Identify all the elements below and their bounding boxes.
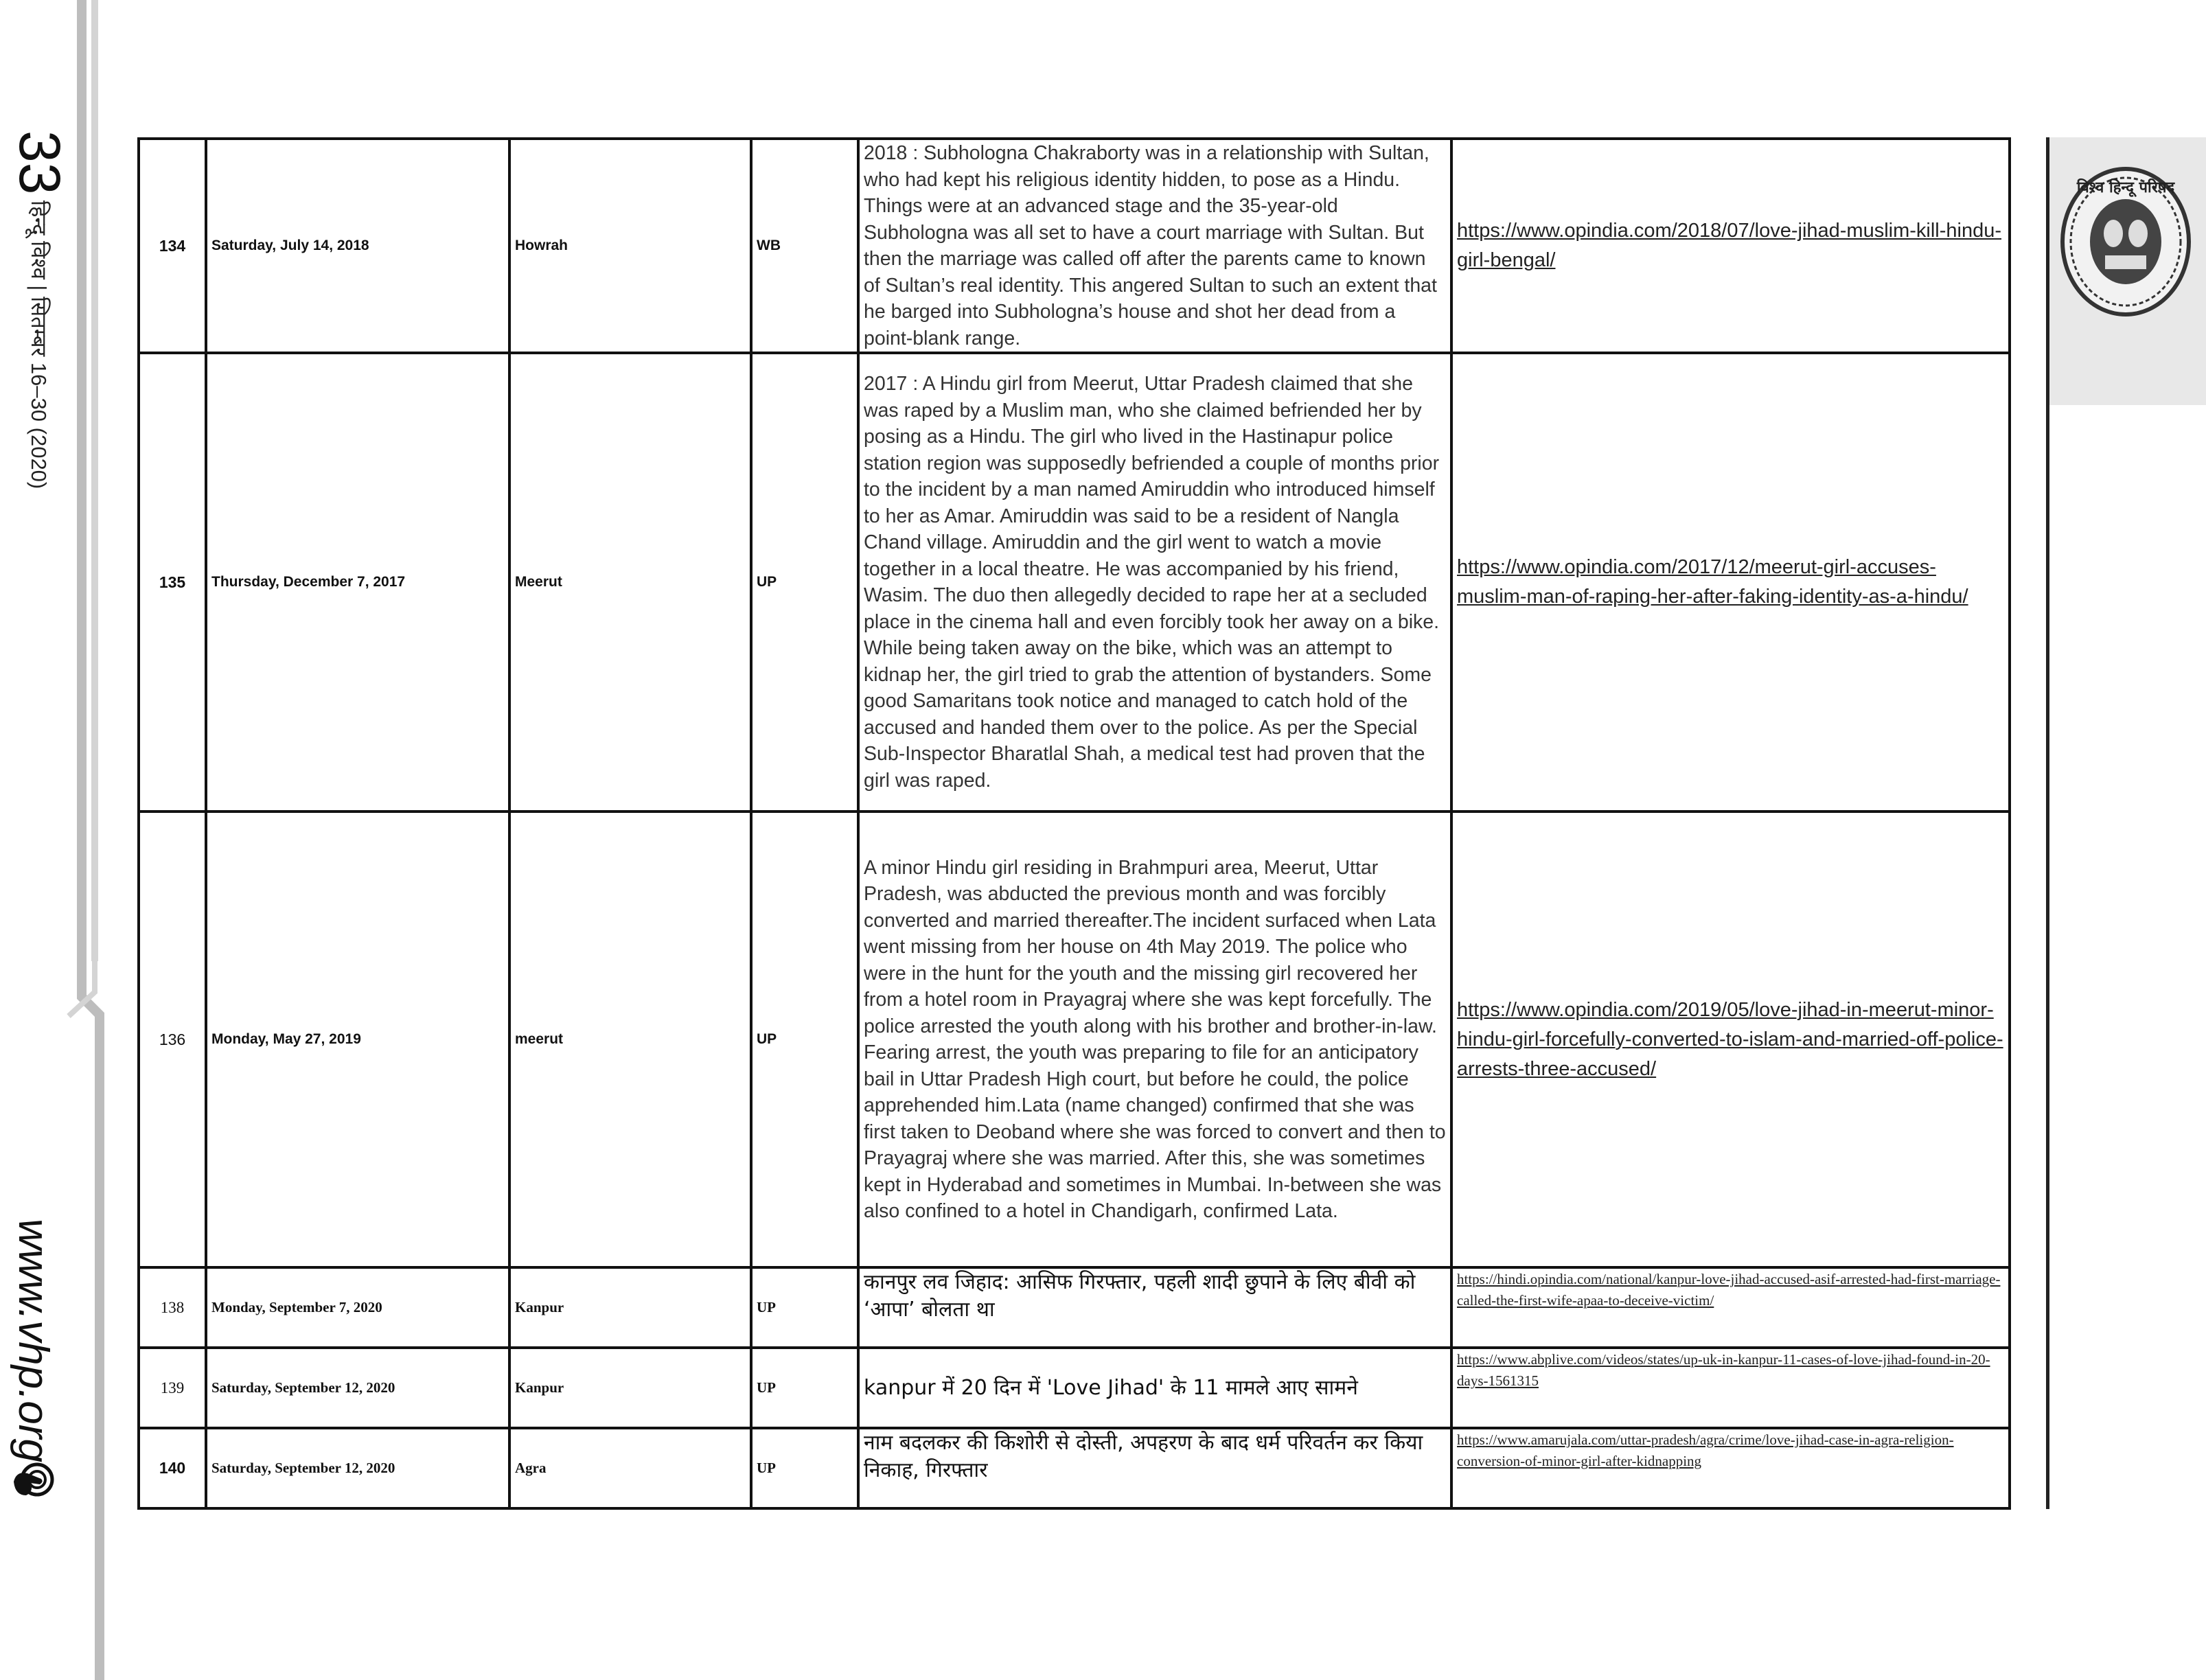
row-source-link[interactable]: https://hindi.opindia.com/national/kanpur-love-jihad-accused-asif-arrested-had-first-marriage-called-the-first-wife-apaa-to-deceive-victim/: [1457, 1271, 2001, 1309]
row-place: Meerut: [509, 353, 751, 812]
row-date: Saturday, September 12, 2020: [206, 1348, 509, 1428]
vhp-seal-logo: [2057, 165, 2194, 323]
row-date: Monday, May 27, 2019: [206, 812, 509, 1267]
row-number: 139: [139, 1348, 206, 1428]
row-place: meerut: [509, 812, 751, 1267]
row-description: नाम बदलकर की किशोरी से दोस्ती, अपहरण के बाद धर्म परिवर्तन कर किया निकाह, गिरफ्तार: [858, 1428, 1451, 1508]
row-source-link[interactable]: https://www.amarujala.com/uttar-pradesh/agra/crime/love-jihad-case-in-agra-religion-conversion-of-minor-girl-after-kidnapping: [1457, 1431, 1954, 1469]
row-place: Agra: [509, 1428, 751, 1508]
row-source-link[interactable]: https://www.abplive.com/videos/states/up-uk-in-kanpur-11-cases-of-love-jihad-found-in-20-days-1561315: [1457, 1351, 1990, 1389]
row-source-cell: [1451, 353, 2010, 812]
row-description: 2017 : A Hindu girl from Meerut, Uttar Pradesh claimed that she was raped by a Muslim man, who she claimed befriended her by posing as a Hindu. The girl who lived in the Hastinapur police station region was supposedly befriended a couple of months prior to the incident by a man named Amiruddin who introduced himself to her as Amar. Amiruddin was said to be a resident of Nangla Chand village. Amiruddin and the girl went to watch a movie together in a local theatre. He was accompanied by his friend, Wasim. The duo then allegedly decided to rape her at a secluded place in the cinema hall and even forcibly took her away on a bike. While being taken away on the bike, which was an attempt to kidnap her, the girl tried to grab the attention of bystanders. Some good Samaritans took notice and managed to catch hold of the accused and handed them over to the police. As per the Special Sub-Inspector Bharatlal Shah, a medical test had proven that the girl was raped.: [858, 353, 1451, 812]
row-source-link[interactable]: https://www.opindia.com/2019/05/love-jihad-in-meerut-minor-hindu-girl-forcefully-converted-to-islam-and-married-off-police-arrests-three-accused/: [1457, 998, 2003, 1080]
row-source-cell: [1451, 1428, 2010, 1508]
row-place: Kanpur: [509, 1348, 751, 1428]
row-number: 134: [139, 139, 206, 353]
row-source-cell: [1451, 139, 2010, 353]
table-row: [139, 353, 2010, 812]
row-number: 136: [139, 812, 206, 1267]
website-link[interactable]: www.vhp.org: [10, 1219, 57, 1462]
right-divider-line: [2046, 137, 2049, 1509]
row-number: 135: [139, 353, 206, 812]
row-place: Kanpur: [509, 1267, 751, 1348]
issue-label: हिन्दू विश्व | सितम्बर 16–30 (2020): [27, 200, 51, 490]
row-state: UP: [751, 353, 858, 812]
row-place: Howrah: [509, 139, 751, 353]
row-date: Thursday, December 7, 2017: [206, 353, 509, 812]
row-source-cell: [1451, 1348, 2010, 1428]
row-source-cell: [1451, 812, 2010, 1267]
row-number: 140: [139, 1428, 206, 1508]
row-number: 138: [139, 1267, 206, 1348]
row-description: A minor Hindu girl residing in Brahmpuri area, Meerut, Uttar Pradesh, was abducted the previous month and was forcibly converted and married thereafter.The incident surfaced when Lata went missing from her house on 4th May 2019. The police who were in the hunt for the youth and the missing girl recovered her from a hotel room in Prayagraj where she was kept forcefully. The police arrested the youth along with his brother and brother-in-law. Fearing arrest, the youth was preparing to file for an anticipatory bail in Uttar Pradesh High court, but before he could, the police apprehended him.Lata (name changed) confirmed that she was first taken to Deoband where she was forced to convert and then to Prayagraj where she was married. After this, she was sometimes kept in Hyderabad and sometimes in Mumbai. In-between she was also confined to a hotel in Chandigarh, confirmed Lata.: [858, 812, 1451, 1267]
table-row: [139, 812, 2010, 1267]
row-state: UP: [751, 1267, 858, 1348]
row-description: kanpur में 20 दिन में 'Love Jihad' के 11 मामले आए सामने: [858, 1348, 1451, 1428]
page-number: 33: [8, 130, 72, 195]
row-date: Saturday, July 14, 2018: [206, 139, 509, 353]
seal-text: विश्व हिन्दू परिषद: [2076, 179, 2175, 196]
row-source-link[interactable]: https://www.opindia.com/2017/12/meerut-girl-accuses-muslim-man-of-raping-her-after-faking-identity-as-a-hindu/: [1457, 556, 1968, 608]
row-state: UP: [751, 1348, 858, 1428]
row-description: 2018 : Subhologna Chakraborty was in a relationship with Sultan, who had kept his religious identity hidden, to pose as a Hindu. Things were at an advanced stage and the 35-year-old Subhologna was all set to have a court marriage with Sultan. But then the marriage was called off after the parents came to known of Sultan’s real identity. This angered Sultan to such an extent that he barged into Subhologna’s house and shot her dead from a point-blank range.: [858, 139, 1451, 353]
row-source-cell: [1451, 1267, 2010, 1348]
row-date: Saturday, September 12, 2020: [206, 1428, 509, 1508]
row-state: UP: [751, 812, 858, 1267]
table-row: [139, 139, 2010, 353]
row-description: कानपुर लव जिहाद: आसिफ गिरफ्तार, पहली शादी छुपाने के लिए बीवी को ‘आपा’ बोलता था: [858, 1267, 1451, 1348]
row-source-link[interactable]: https://www.opindia.com/2018/07/love-jihad-muslim-kill-hindu-girl-bengal/: [1457, 220, 2002, 271]
table-row: [139, 1428, 2010, 1508]
table-row: [139, 1348, 2010, 1428]
row-date: Monday, September 7, 2020: [206, 1267, 509, 1348]
table-row: [139, 1267, 2010, 1348]
incident-table: [137, 137, 2011, 1510]
row-state: UP: [751, 1428, 858, 1508]
row-state: WB: [751, 139, 858, 353]
pointing-hand-icon: [10, 1455, 58, 1504]
